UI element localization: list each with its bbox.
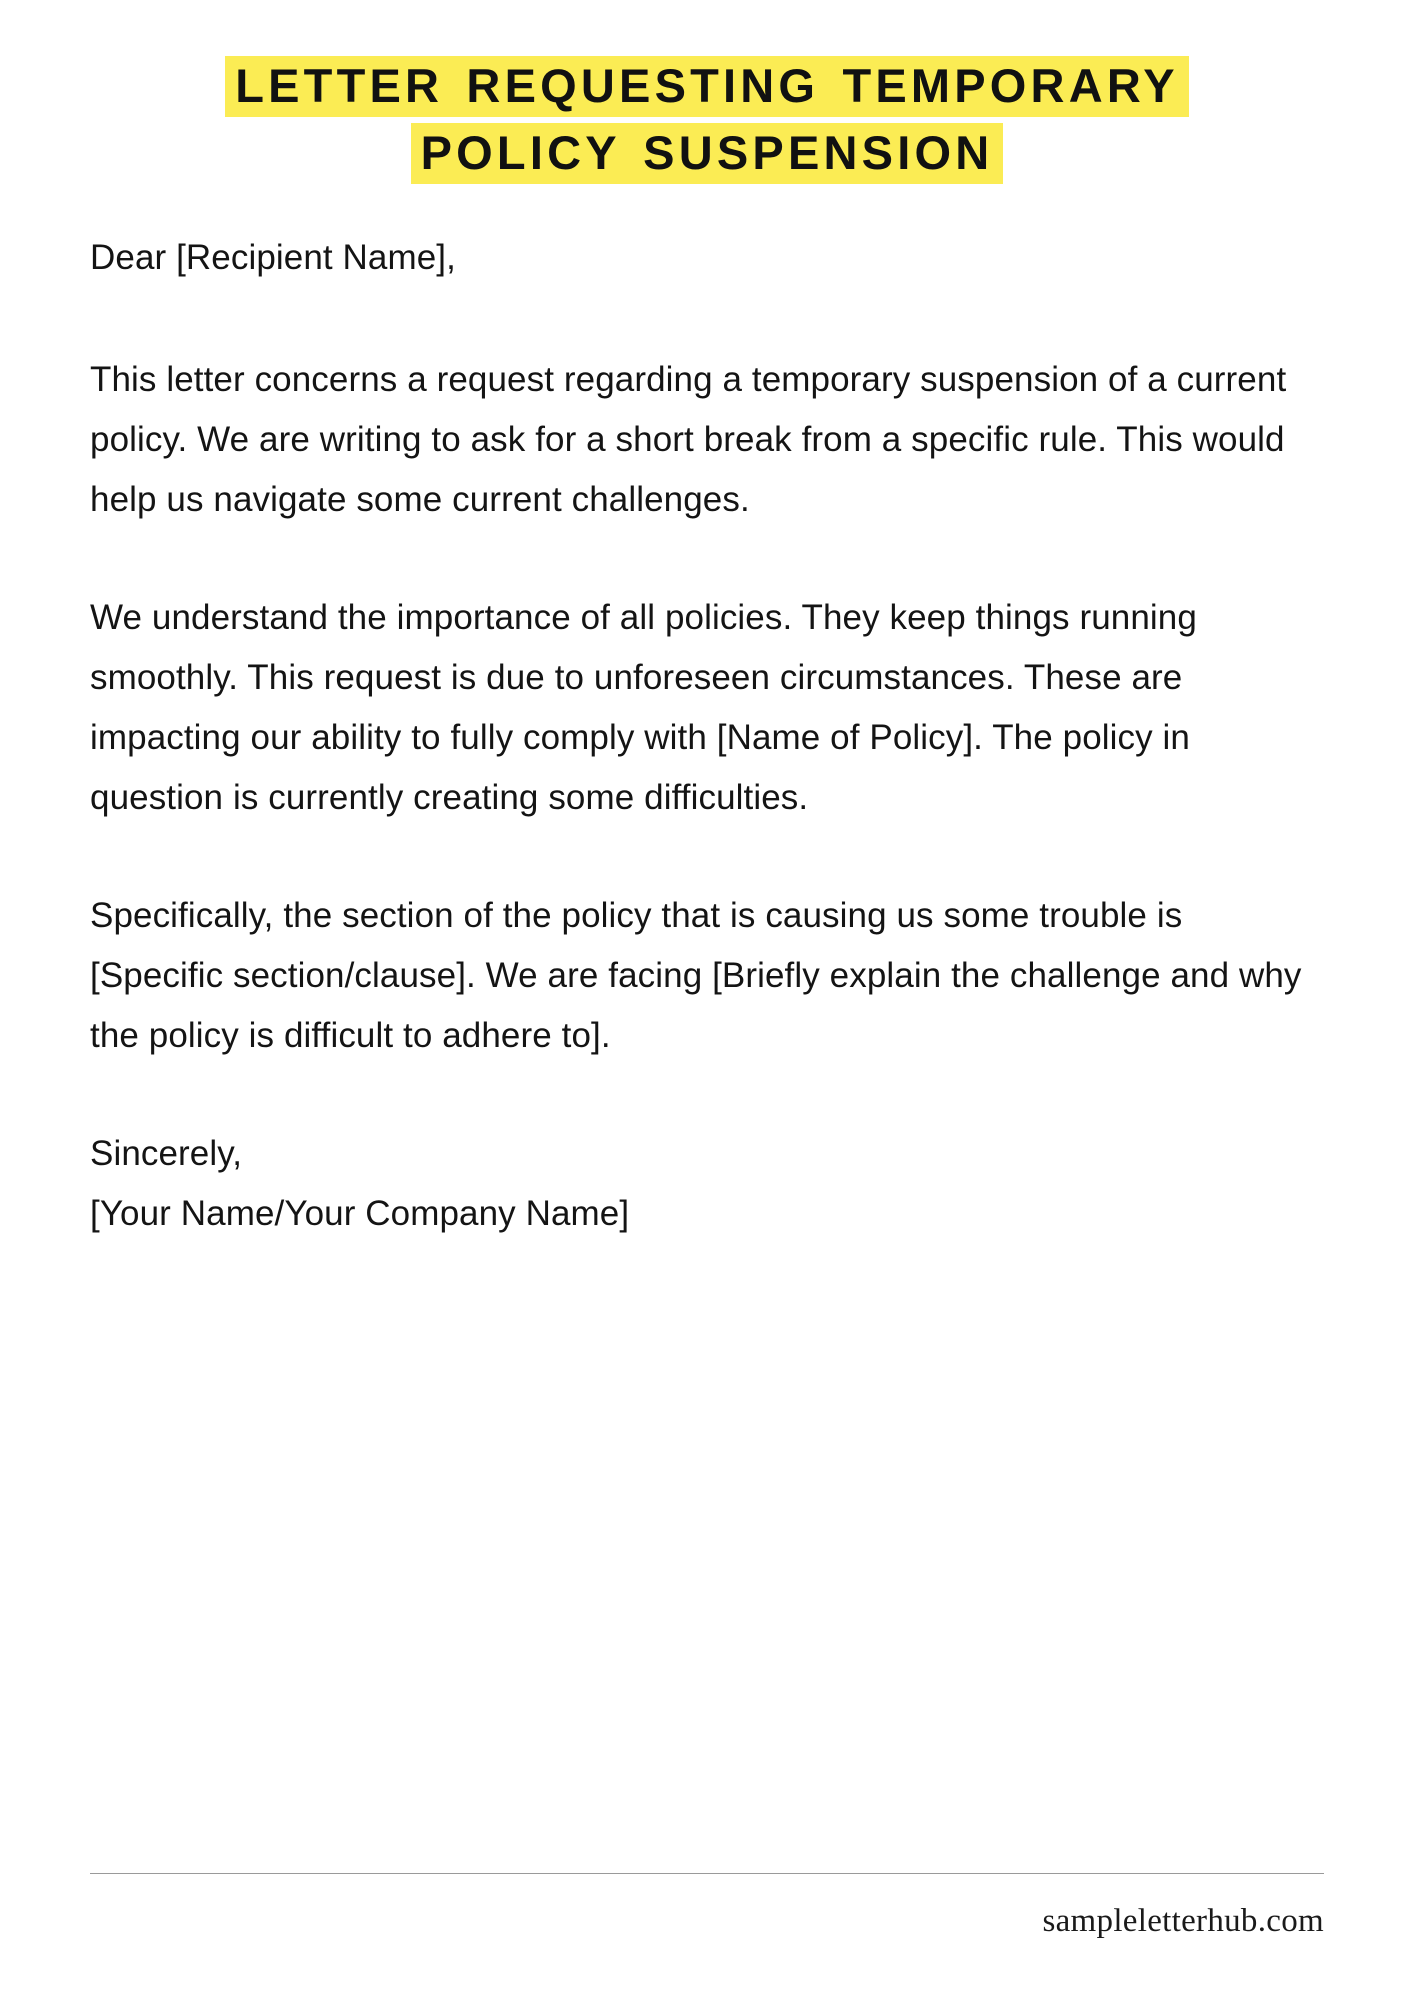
- closing-salutation: Sincerely,: [90, 1134, 243, 1173]
- page-title: [90, 52, 1324, 186]
- title-line-2: POLICY SUSPENSION: [411, 123, 1004, 184]
- body-paragraph-3: Specifically, the section of the policy that is causing us some trouble is [Specific section/clause]. We are facing [Briefly explain the challenge and why the policy is difficult to adhere to].: [90, 896, 1302, 1055]
- title-line-1: LETTER REQUESTING TEMPORARY: [225, 56, 1189, 117]
- footer-divider: [90, 1873, 1324, 1874]
- letter-body: [0, 228, 1414, 1244]
- document-title-block: [0, 0, 1414, 186]
- body-paragraph-2: We understand the importance of all policies. They keep things running smoothly. This request is due to unforeseen circumstances. These are impacting our ability to fully comply with [Name of Policy]. The policy in question is currently creating some difficulties.: [90, 598, 1197, 817]
- page-footer: [90, 1873, 1324, 1942]
- signature-line: [Your Name/Your Company Name]: [90, 1194, 630, 1233]
- salutation: Dear [Recipient Name],: [90, 238, 456, 277]
- closing-block: [90, 1124, 1324, 1244]
- body-paragraph-1: This letter concerns a request regarding a temporary suspension of a current policy. We are writing to ask for a short break from a specific rule. This would help us navigate some current challenges.: [90, 360, 1287, 519]
- footer-website: sampleletterhub.com: [1042, 1903, 1324, 1939]
